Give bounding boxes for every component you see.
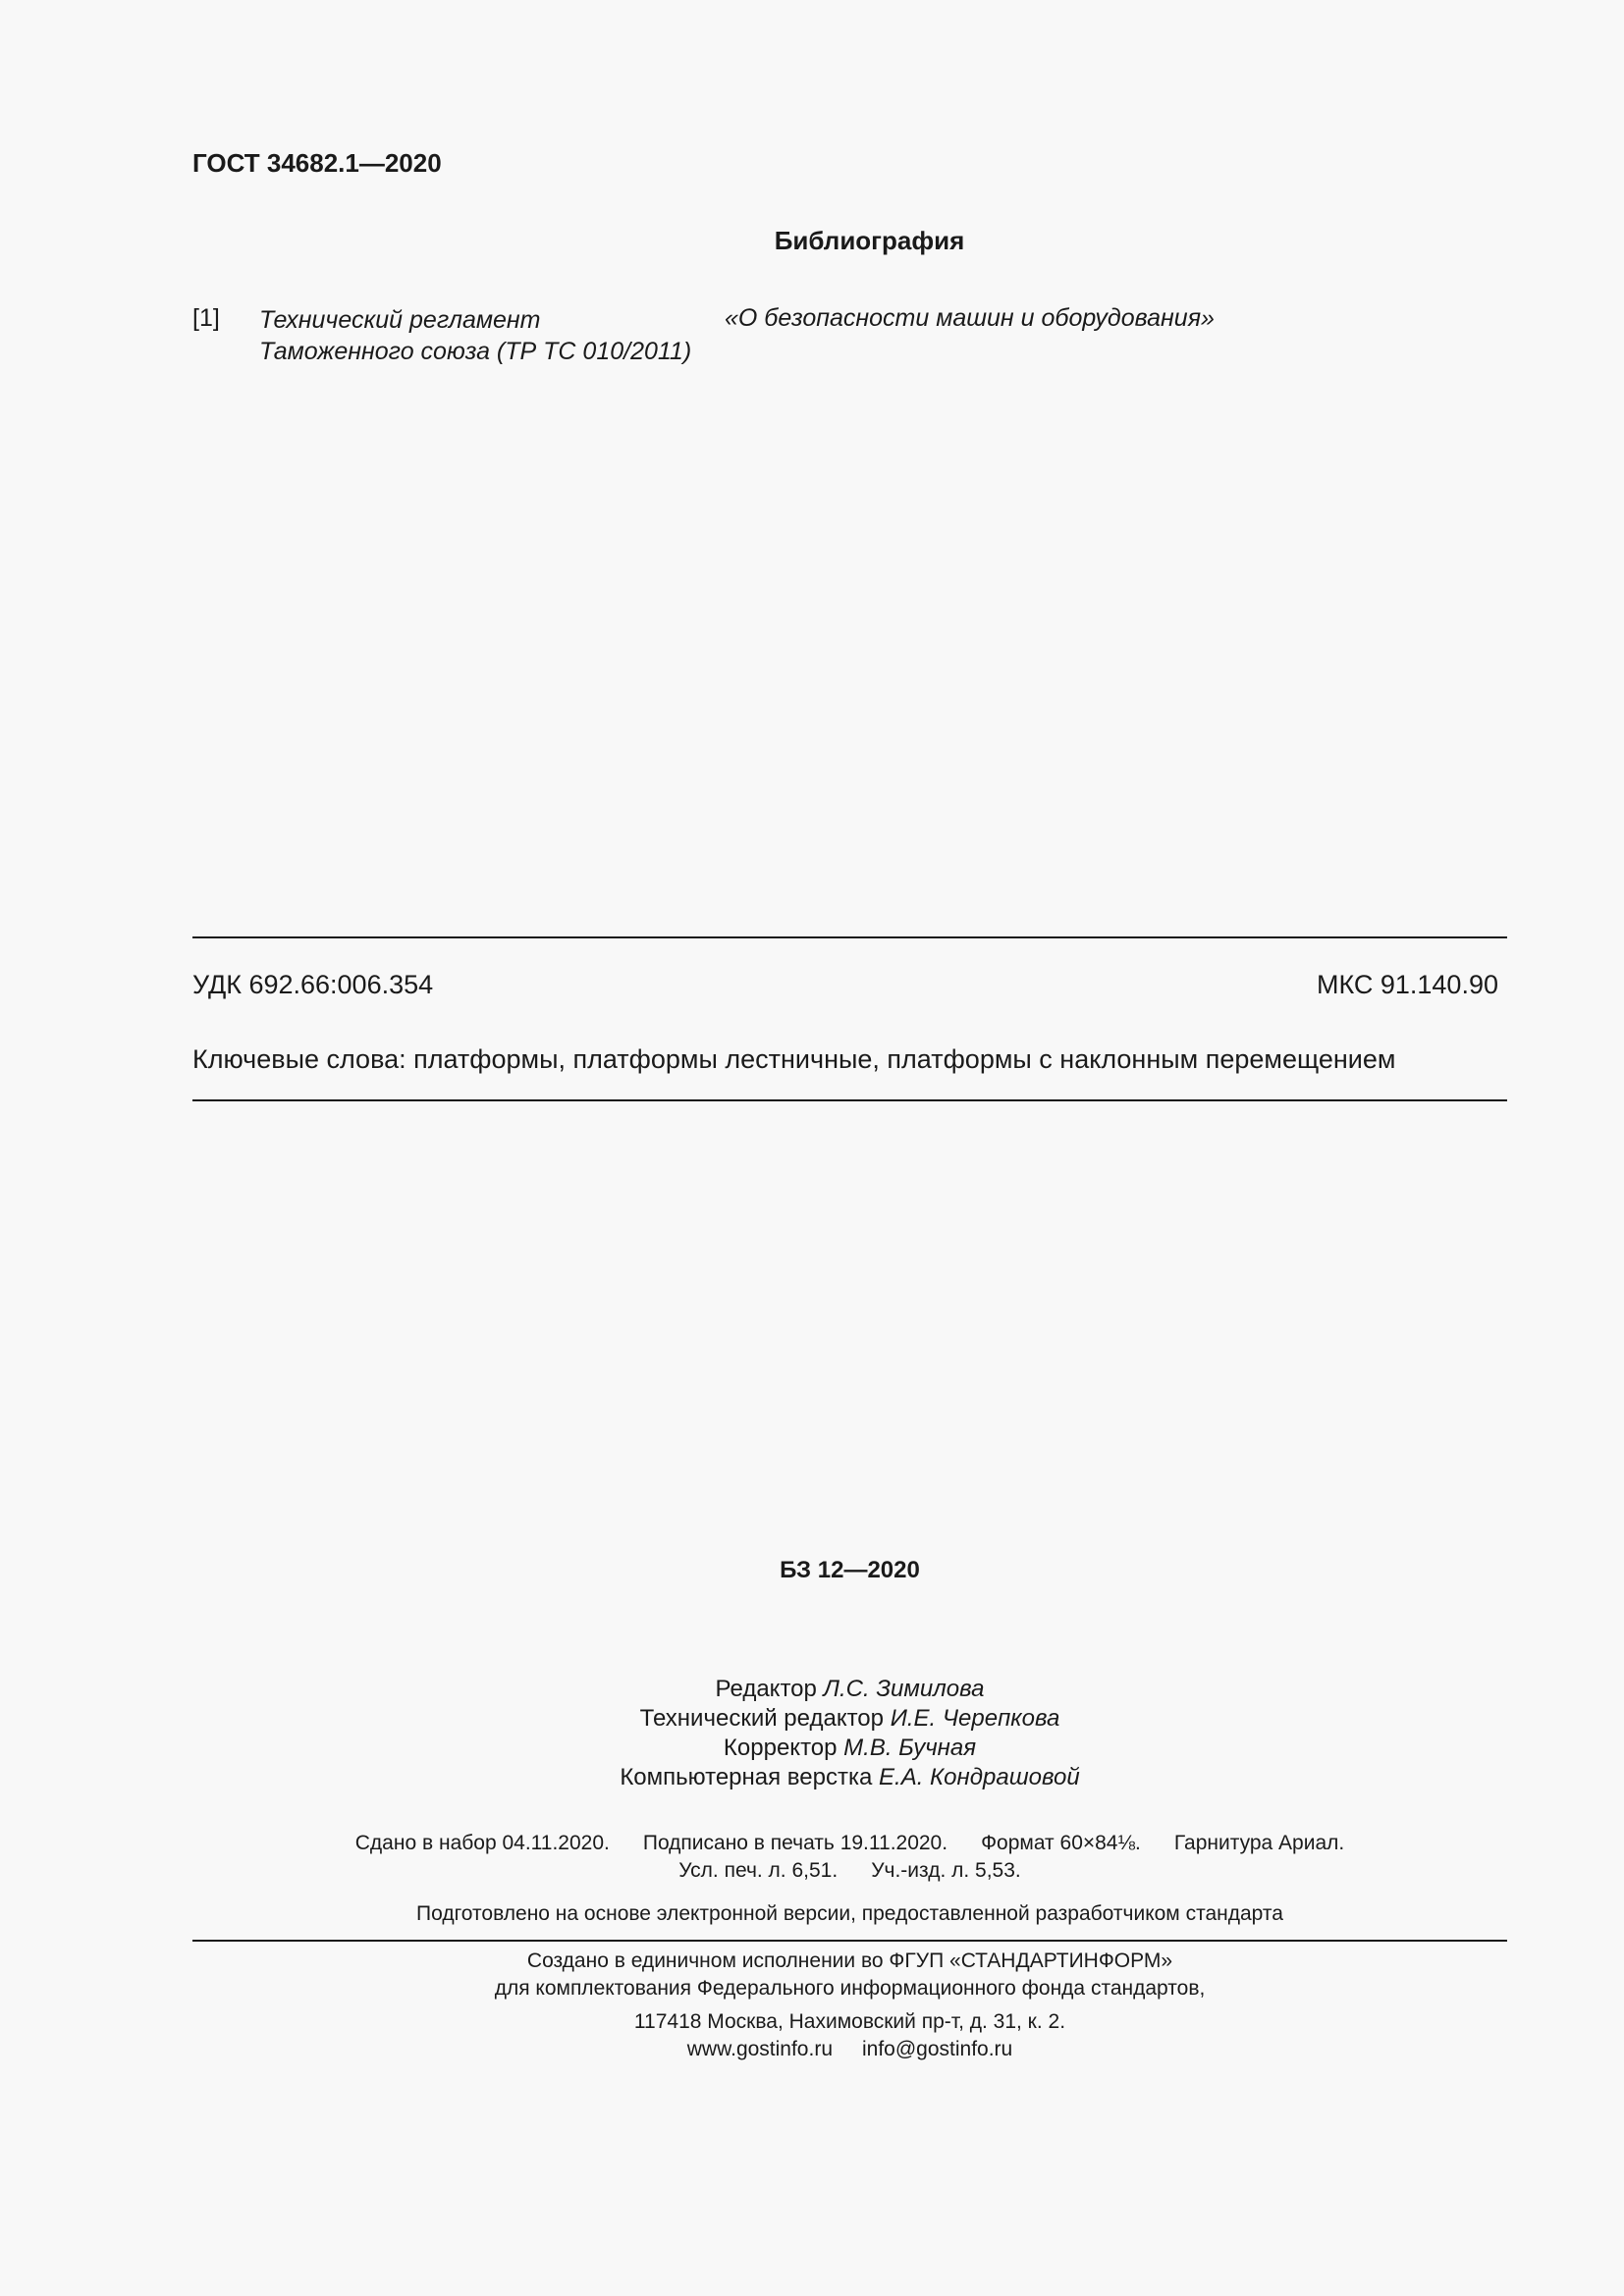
credit-role: Корректор — [723, 1735, 838, 1761]
bibliography-entry-doc-line1: Технический регламент — [259, 306, 541, 334]
bibliography-entry-number: [1] — [192, 304, 220, 332]
print-info-line2 — [192, 1857, 1507, 1885]
credit-person: Е.А. Кондрашовой — [879, 1764, 1080, 1790]
credits — [192, 1675, 1507, 1792]
bibliography-entry-doc-line2: Таможенного союза (ТР ТС 010/2011) — [259, 338, 692, 365]
credit-role: Компьютерная верстка — [620, 1764, 873, 1790]
credit-tech-editor — [192, 1704, 1507, 1734]
udk-code: УДК 692.66:006.354 — [192, 970, 434, 999]
publisher-email[interactable]: info@gostinfo.ru — [862, 2038, 1013, 2060]
credit-person: Л.С. Зимилова — [823, 1676, 985, 1702]
keywords: Ключевые слова: платформы, платформы лестничные, платформы с наклонным перемещением — [192, 1044, 1396, 1074]
print-info-line1 — [192, 1830, 1507, 1857]
publisher-website[interactable]: www.gostinfo.ru — [686, 2038, 833, 2060]
document-code: ГОСТ 34682.1—2020 — [192, 148, 442, 178]
publisher-line2: для комплектования Федерального информационного фонда стандартов, — [494, 1977, 1206, 2000]
bottom-divider — [192, 1099, 1507, 1101]
publisher-contacts — [192, 2036, 1507, 2063]
credit-person: И.Е. Черепкова — [890, 1705, 1060, 1732]
publisher-divider — [192, 1940, 1507, 1942]
publisher-line1: Создано в единичном исполнении во ФГУП «СТАНДАРТИНФОРМ» — [526, 1949, 1173, 1972]
credit-layout — [192, 1763, 1507, 1792]
credit-person: М.В. Бучная — [843, 1735, 977, 1761]
credit-role: Редактор — [715, 1676, 817, 1702]
print-sheets: Усл. печ. л. 6,51. — [678, 1859, 839, 1882]
prepared-note: Подготовлено на основе электронной версии, предоставленной разработчиком стандарта — [416, 1902, 1283, 1925]
bibliography-entry-document — [259, 304, 691, 367]
print-info — [192, 1830, 1507, 1885]
publisher-info — [192, 1948, 1507, 2063]
paper-format: Формат 60×84⅛. — [981, 1832, 1141, 1854]
credit-role: Технический редактор — [639, 1705, 885, 1732]
submitted-date: Сдано в набор 04.11.2020. — [354, 1832, 610, 1854]
signed-date: Подписано в печать 19.11.2020. — [642, 1832, 948, 1854]
mks-code: МКС 91.140.90 — [1316, 970, 1498, 999]
bibliography-title: Библиография — [774, 226, 965, 255]
typeface: Гарнитура Ариал. — [1173, 1832, 1345, 1854]
credit-editor — [192, 1675, 1507, 1704]
publisher-address: 117418 Москва, Нахимовский пр-т, д. 31, к. 2. — [633, 2010, 1066, 2033]
bz-number: БЗ 12—2020 — [780, 1557, 920, 1583]
credit-corrector — [192, 1734, 1507, 1763]
bibliography-entry-title: «О безопасности машин и оборудования» — [725, 304, 1215, 332]
publisher-sheets: Уч.-изд. л. 5,53. — [871, 1859, 1021, 1882]
top-divider — [192, 936, 1507, 938]
